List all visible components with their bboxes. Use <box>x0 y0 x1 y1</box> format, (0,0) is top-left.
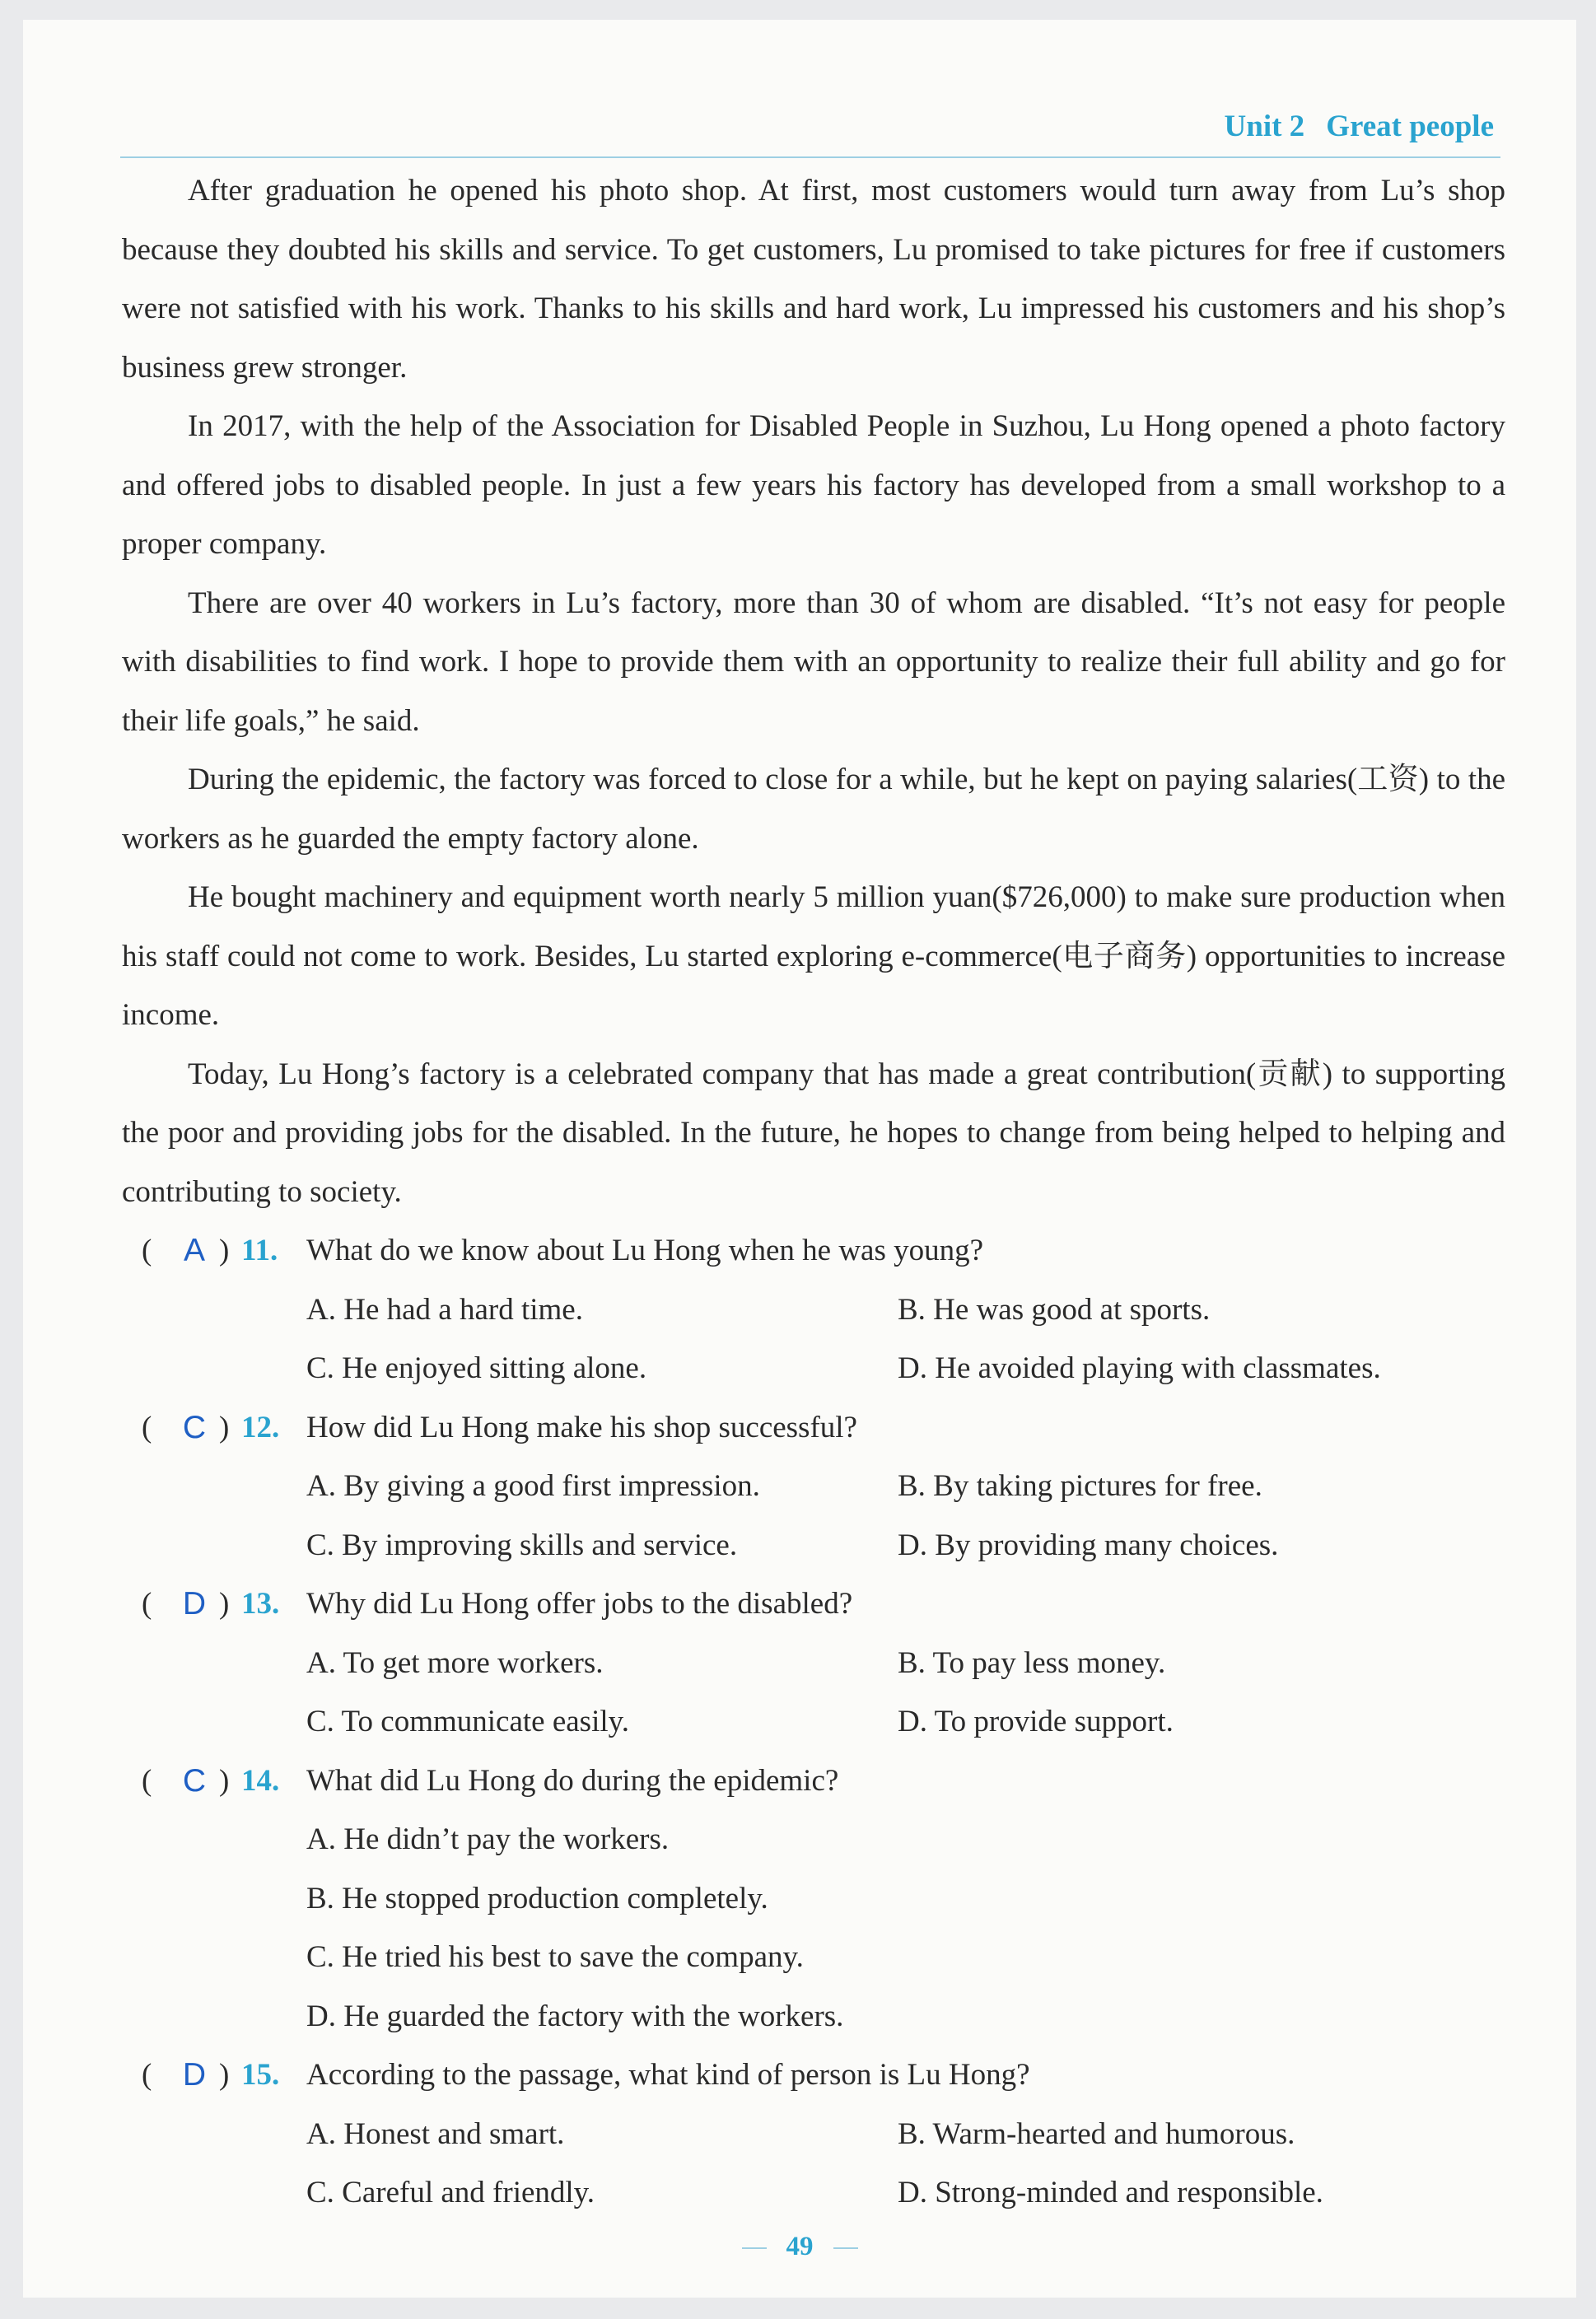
passage-paragraph: During the epidemic, the factory was forced to close for a while, but he kept on paying salaries(工资) to the workers as he guarded the empty factory alone. <box>122 763 1505 856</box>
passage-paragraph: After graduation he opened his photo shop. At first, most customers would turn away from Lu’s shop because they doubted his skills and service. To get customers, Lu promised to take pictures for free if customers were not satisfied with his work. Thanks to his skills and hard work, Lu impressed his customers and his shop’s business grew stronger. <box>122 174 1505 385</box>
option-row <box>122 1457 1505 1516</box>
passage-paragraph: There are over 40 workers in Lu’s factory, more than 30 of whom are disabled. “It’s not easy for people with disabilities to find work. I hope to provide them with an opportunity to realize their full ability and go for their life goals,” he said. <box>122 586 1505 738</box>
option-a: A. Honest and smart. <box>306 2116 565 2151</box>
question-13 <box>122 1575 1505 1634</box>
page-number: 49 <box>786 2232 814 2261</box>
question-15 <box>122 2046 1505 2105</box>
option-row <box>122 1869 1505 1929</box>
answer-bracket-close: ) <box>219 1587 230 1621</box>
answer-bracket-open: ( <box>142 1410 152 1444</box>
question-number: 13. <box>241 1587 280 1621</box>
question-11 <box>122 1221 1505 1281</box>
option-b: B. To pay less money. <box>898 1645 1166 1680</box>
option-row <box>122 1692 1505 1752</box>
option-b: B. He was good at sports. <box>898 1292 1211 1327</box>
answer-bracket-close: ) <box>219 1410 230 1444</box>
option-c: C. To communicate easily. <box>306 1705 629 1738</box>
answer-bracket-open: ( <box>142 1587 152 1621</box>
option-d: D. By providing many choices. <box>898 1528 1279 1562</box>
question-text: How did Lu Hong make his shop successful? <box>306 1410 857 1444</box>
page-header <box>120 91 1500 158</box>
question-14 <box>122 1752 1505 1811</box>
option-b: B. By taking pictures for free. <box>898 1469 1262 1503</box>
question-list <box>122 1221 1505 2223</box>
unit-title: Great people <box>1326 110 1494 143</box>
answer-bracket-close: ) <box>219 2058 230 2092</box>
question-number: 12. <box>241 1410 280 1444</box>
answer-choice: D <box>182 1586 207 1621</box>
unit-label: Unit 2 <box>1224 110 1305 143</box>
option-c: C. He enjoyed sitting alone. <box>306 1351 647 1385</box>
workbook-page <box>23 20 1576 2298</box>
option-d: D. Strong-minded and responsible. <box>898 2176 1323 2209</box>
option-a: A. He had a hard time. <box>306 1292 583 1327</box>
option-c: C. By improving skills and service. <box>306 1528 738 1562</box>
question-text: What do we know about Lu Hong when he was young? <box>306 1234 984 1267</box>
passage-paragraph: Today, Lu Hong’s factory is a celebrated company that has made a great contribution(贡献) to supporting the poor and providing jobs for the disabled. In the future, he hopes to change from being helped to helping and contributing to society. <box>122 1057 1505 1209</box>
passage-paragraph: In 2017, with the help of the Association for Disabled People in Suzhou, Lu Hong opened a photo factory and offered jobs to disabled people. In just a few years his factory has developed from a small workshop to a proper company. <box>122 409 1505 561</box>
question-text: Why did Lu Hong offer jobs to the disabled? <box>306 1587 853 1621</box>
option-row <box>122 1339 1505 1398</box>
answer-choice: D <box>182 2057 207 2093</box>
option-row <box>122 2105 1505 2164</box>
question-text: What did Lu Hong do during the epidemic? <box>306 1763 839 1798</box>
option-row <box>122 1810 1505 1869</box>
question-12 <box>122 1398 1505 1458</box>
option-row <box>122 1987 1505 2046</box>
answer-choice: C <box>182 1409 207 1445</box>
option-c: C. Careful and friendly. <box>306 2176 595 2209</box>
page-content <box>122 161 1505 2223</box>
option-d: D. To provide support. <box>898 1705 1174 1738</box>
option-d: D. He avoided playing with classmates. <box>898 1351 1381 1385</box>
option-d: D. He guarded the factory with the workers. <box>306 1999 844 2033</box>
option-c: C. He tried his best to save the company. <box>306 1940 804 1974</box>
answer-bracket-close: ) <box>219 1763 230 1798</box>
answer-bracket-open: ( <box>142 1763 152 1798</box>
option-a: A. He didn’t pay the workers. <box>306 1822 670 1856</box>
option-a: A. By giving a good first impression. <box>306 1469 760 1503</box>
option-row <box>122 1634 1505 1693</box>
option-row <box>122 1516 1505 1575</box>
option-row <box>122 2163 1505 2223</box>
answer-bracket-open: ( <box>142 2058 152 2092</box>
answer-bracket-close: ) <box>219 1234 230 1267</box>
question-number: 14. <box>241 1763 280 1798</box>
option-row <box>122 1928 1505 1987</box>
question-number: 11. <box>241 1234 278 1267</box>
answer-choice: C <box>182 1762 207 1799</box>
question-number: 15. <box>241 2058 280 2092</box>
answer-choice: A <box>183 1233 205 1268</box>
option-row <box>122 1281 1505 1340</box>
passage-paragraph: He bought machinery and equipment worth nearly 5 million yuan($726,000) to make sure production when his staff could not come to work. Besides, Lu started exploring e-commerce(电子商务) opportunities to increase income. <box>122 880 1505 1032</box>
answer-bracket-open: ( <box>142 1234 152 1267</box>
page-footer <box>23 2232 1576 2262</box>
option-a: A. To get more workers. <box>306 1645 604 1680</box>
option-b: B. Warm-hearted and humorous. <box>898 2116 1295 2151</box>
question-text: According to the passage, what kind of person is Lu Hong? <box>306 2058 1030 2092</box>
option-b: B. He stopped production completely. <box>306 1881 768 1915</box>
